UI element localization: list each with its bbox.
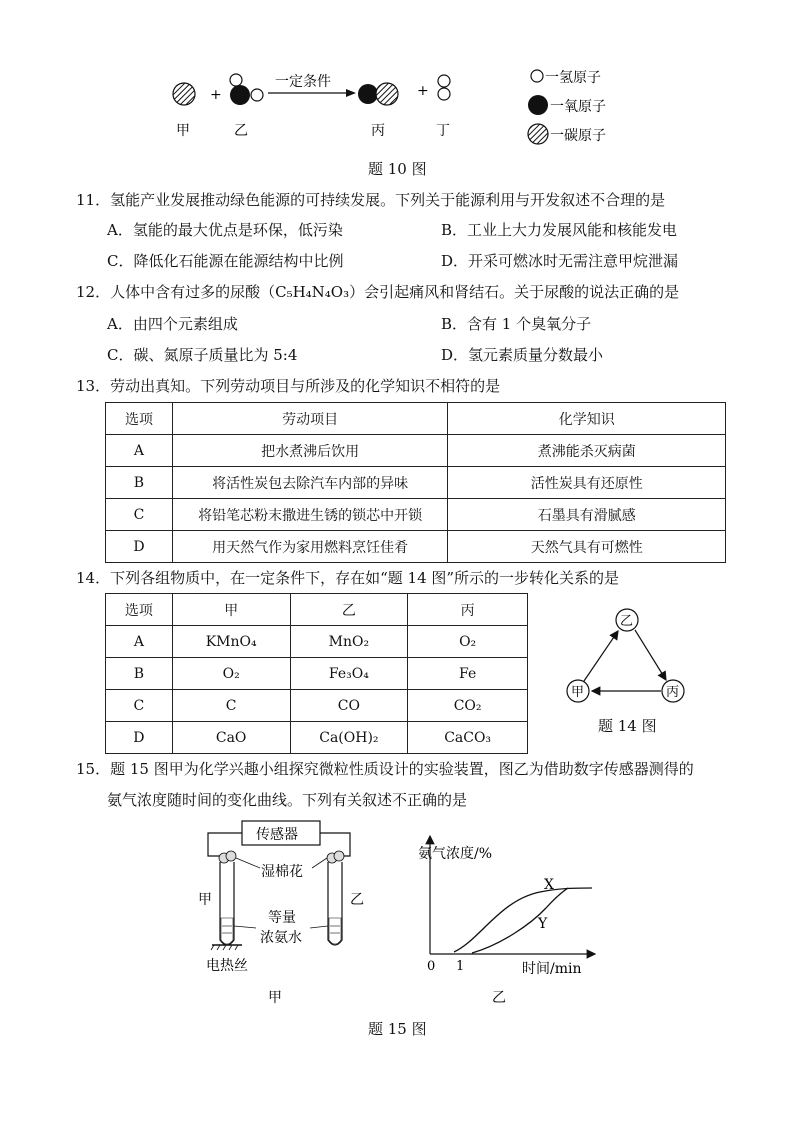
node-bing-label: 丙 — [666, 685, 680, 700]
q12-stem: 12．人体中含有过多的尿酸（C₅H₄N₄O₃）会引起痛风和肾结石。关于尿酸的说法正确的是 — [76, 283, 680, 301]
cotton-label: 湿棉花 — [261, 864, 303, 880]
table-row — [106, 690, 528, 722]
x-axis-label: 时间/min — [522, 961, 582, 977]
q15-stem-line2: 氨气浓度随时间的变化曲线。下列有关叙述不正确的是 — [107, 791, 468, 809]
y-axis-label: 氨气浓度/% — [418, 846, 493, 862]
q15-stem-line1: 15．题 15 图甲为化学兴趣小组探究微粒性质设计的实验装置，图乙为借助数字传感器测得的 — [76, 760, 694, 778]
fig14-caption: 题 14 图 — [598, 717, 657, 735]
table-cell: CaO — [172, 722, 290, 754]
legend-hydrogen-icon — [531, 70, 543, 82]
q14-stem: 14．下列各组物质中，在一定条件下，存在如“题 14 图”所示的一步转化关系的是 — [76, 569, 620, 587]
tube-left-label: 甲 — [198, 892, 212, 908]
oxygen-atom — [230, 85, 250, 105]
heater-label: 电热丝 — [206, 958, 248, 974]
table-row — [106, 658, 528, 690]
table-cell: Ca(OH)₂ — [290, 722, 408, 754]
node-yi-label: 乙 — [620, 614, 634, 629]
hydrogen-atom — [438, 88, 450, 100]
carbon-atom — [173, 83, 195, 105]
label-ding: 丁 — [436, 123, 450, 139]
table-cell: 将活性炭包去除汽车内部的异味 — [172, 467, 448, 499]
table-header: 乙 — [290, 594, 408, 626]
plus-sign: + — [210, 87, 222, 103]
q12-option-c: C．碳、氮原子质量比为 5:4 — [107, 346, 298, 364]
origin-label: 0 — [427, 959, 436, 974]
carbon-atom — [376, 83, 398, 105]
arrow-label: 一定条件 — [275, 74, 331, 90]
apparatus-sub-caption: 甲 — [268, 990, 282, 1006]
arrow-jia-to-yi — [584, 631, 618, 681]
table-header: 丙 — [408, 594, 528, 626]
tick-label-1: 1 — [456, 959, 465, 974]
table-cell: KMnO₄ — [172, 626, 290, 658]
table-cell: 把水煮沸后饮用 — [172, 435, 448, 467]
q11-option-a: A．氢能的最大优点是环保，低污染 — [107, 221, 343, 239]
table-row — [106, 626, 528, 658]
arrow-yi-to-bing — [635, 630, 666, 680]
table-header: 化学知识 — [448, 403, 726, 435]
ammonia-label: 浓氨水 — [260, 930, 302, 946]
fig10-diagram — [160, 62, 640, 152]
table-cell: C — [106, 499, 173, 531]
table-cell: CO — [290, 690, 408, 722]
q12-option-d: D．氢元素质量分数最小 — [441, 346, 604, 364]
q14-table — [105, 593, 528, 754]
table-row — [106, 531, 726, 563]
hydrogen-atom — [438, 75, 450, 87]
table-cell: D — [106, 722, 173, 754]
table-header: 选项 — [106, 594, 173, 626]
legend-oxygen: 一氧原子 — [550, 99, 606, 115]
q15-apparatus — [190, 818, 390, 1008]
label-jia: 甲 — [176, 123, 190, 139]
legend-carbon: 一碳原子 — [550, 128, 606, 144]
table-cell: B — [106, 658, 173, 690]
table-header: 选项 — [106, 403, 173, 435]
table-cell: A — [106, 435, 173, 467]
table-cell: 天然气具有可燃性 — [448, 531, 726, 563]
graph-sub-caption: 乙 — [492, 990, 506, 1006]
table-cell: D — [106, 531, 173, 563]
table-header-row — [106, 403, 726, 435]
table-header-row — [106, 594, 528, 626]
legend-oxygen-icon — [528, 95, 548, 115]
table-cell: 石墨具有滑腻感 — [448, 499, 726, 531]
q11-stem: 11．氢能产业发展推动绿色能源的可持续发展。下列关于能源利用与开发叙述不合理的是 — [76, 191, 666, 209]
node-jia-label: 甲 — [571, 685, 585, 700]
q13-table — [105, 402, 726, 563]
curve-x — [454, 888, 592, 952]
table-cell: 煮沸能杀灭病菌 — [448, 435, 726, 467]
table-cell: 用天然气作为家用燃料烹饪佳肴 — [172, 531, 448, 563]
label-yi: 乙 — [234, 123, 248, 139]
curve-y — [472, 888, 568, 953]
label-bing: 丙 — [371, 123, 385, 139]
table-row — [106, 467, 726, 499]
legend-hydrogen: 一氢原子 — [545, 70, 601, 86]
table-cell: 将铅笔芯粉末撒进生锈的锁芯中开锁 — [172, 499, 448, 531]
table-cell: B — [106, 467, 173, 499]
table-cell: A — [106, 626, 173, 658]
plus-sign: + — [417, 83, 429, 99]
q13-stem: 13．劳动出真知。下列劳动项目与所涉及的化学知识不相符的是 — [76, 377, 501, 395]
curve-y-label: Y — [538, 916, 548, 932]
table-cell: C — [172, 690, 290, 722]
table-cell: MnO₂ — [290, 626, 408, 658]
table-row — [106, 722, 528, 754]
q14-cycle-diagram — [560, 600, 700, 710]
table-cell: O₂ — [408, 626, 528, 658]
q15-graph — [410, 830, 610, 1010]
table-cell: O₂ — [172, 658, 290, 690]
q11-option-d: D．开采可燃冰时无需注意甲烷泄漏 — [441, 252, 679, 270]
hydrogen-atom — [230, 74, 242, 86]
table-cell: CaCO₃ — [408, 722, 528, 754]
legend-carbon-icon — [528, 124, 548, 144]
oxygen-atom — [358, 84, 378, 104]
fig10-caption: 题 10 图 — [368, 160, 427, 178]
table-cell: Fe — [408, 658, 528, 690]
curve-x-label: X — [544, 877, 554, 893]
hydrogen-atom — [251, 89, 263, 101]
table-header: 甲 — [172, 594, 290, 626]
table-row — [106, 435, 726, 467]
sensor-label: 传感器 — [256, 827, 298, 843]
table-row — [106, 499, 726, 531]
fig15-caption: 题 15 图 — [368, 1020, 427, 1038]
q12-option-a: A．由四个元素组成 — [107, 315, 238, 333]
q12-option-b: B．含有 1 个臭氧分子 — [441, 315, 592, 333]
table-cell: CO₂ — [408, 690, 528, 722]
table-header: 劳动项目 — [172, 403, 448, 435]
equal-label: 等量 — [268, 910, 296, 926]
q11-option-b: B．工业上大力发展风能和核能发电 — [441, 221, 678, 239]
q11-option-c: C．降低化石能源在能源结构中比例 — [107, 252, 344, 270]
table-cell: Fe₃O₄ — [290, 658, 408, 690]
tube-right-label: 乙 — [350, 892, 364, 908]
table-cell: C — [106, 690, 173, 722]
table-cell: 活性炭具有还原性 — [448, 467, 726, 499]
